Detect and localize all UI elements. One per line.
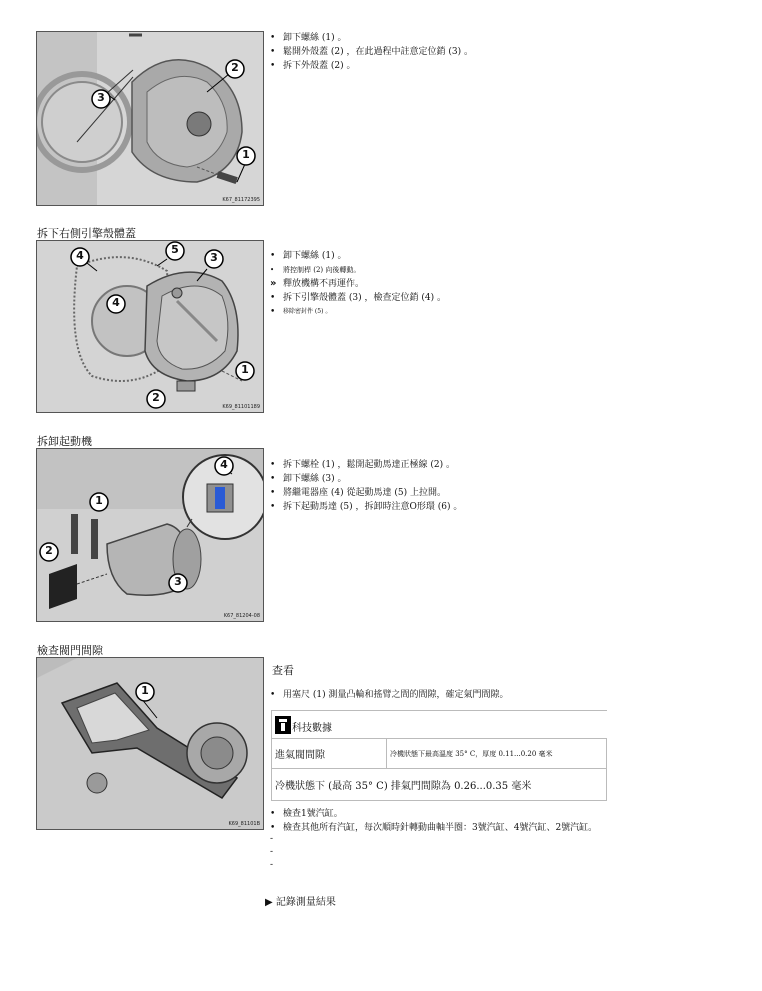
callout-3: 3 bbox=[91, 89, 111, 109]
dash-item: - bbox=[270, 860, 274, 870]
figure-reference: K67_81204-08 bbox=[223, 613, 260, 619]
step-item: • 拆下螺栓 (1) ，鬆開起動馬達正極線 (2) 。 bbox=[270, 460, 455, 470]
subheading-check: 查看 bbox=[272, 664, 294, 677]
step-item: • 檢查其他所有汽缸，每次順時針轉動曲軸半圈：3號汽缸、4號汽缸、2號汽缸。 bbox=[270, 823, 598, 833]
figure-reference: K69_81101189 bbox=[222, 404, 260, 410]
callout-3: 3 bbox=[204, 249, 224, 269]
spec-table-row-intake bbox=[272, 739, 607, 769]
callout-2: 2 bbox=[39, 542, 59, 562]
step-item: • 卸下螺絲 (3) 。 bbox=[270, 474, 347, 484]
figure-reference: K69_81101B bbox=[228, 821, 260, 827]
dash-item: - bbox=[270, 847, 274, 857]
step-item: • 卸下螺絲 (1) 。 bbox=[270, 33, 347, 43]
steps-list-housing-cover bbox=[270, 31, 473, 73]
step-item: • 卸下螺絲 (1) 。 bbox=[270, 251, 347, 261]
figure-engine-cover bbox=[36, 240, 264, 413]
callout-4-top: 4 bbox=[70, 247, 90, 267]
callout-4: 4 bbox=[214, 456, 234, 476]
steps-list-starter bbox=[270, 458, 462, 514]
callout-2: 2 bbox=[225, 59, 245, 79]
callout-1: 1 bbox=[89, 492, 109, 512]
spec-intake-value: 冷機狀態下最高溫度 35° C，厚度 0.11...0.20 毫米 bbox=[387, 739, 607, 769]
section-title-starter: 拆卸起動機 bbox=[37, 435, 92, 448]
spec-exhaust-value: 冷機狀態下 (最高 35° C) 排氣門間隙為 0.26...0.35 毫米 bbox=[272, 769, 607, 801]
callout-5: 5 bbox=[165, 241, 185, 261]
step-item: • 移除密封件 (5) 。 bbox=[270, 307, 332, 317]
callout-2: 2 bbox=[146, 389, 166, 409]
figure-starter-motor bbox=[36, 448, 264, 622]
callout-1: 1 bbox=[135, 682, 155, 702]
steps-list-valve-intro bbox=[270, 688, 508, 702]
step-result: » 釋放機構不再運作。 bbox=[270, 278, 365, 289]
step-item: • 用塞尺 (1) 測量凸輪和搖臂之間的間隙，確定氣門間隙。 bbox=[270, 690, 509, 700]
step-item: • 檢查1號汽缸。 bbox=[270, 809, 343, 819]
spec-table-header-row bbox=[272, 711, 607, 739]
record-results-link[interactable]: ▶ 記錄測量結果 bbox=[265, 897, 336, 908]
callout-3: 3 bbox=[168, 573, 188, 593]
spec-intake-label: 進氣閥間隙 bbox=[272, 739, 387, 769]
step-item: • 拆下外殼蓋 (2) 。 bbox=[270, 61, 356, 71]
section-title-engine-cover: 拆下右側引擎殼體蓋 bbox=[37, 227, 136, 240]
technical-data-icon bbox=[275, 716, 291, 734]
step-item: • 將繼電器座 (4) 從起動馬達 (5) 上拉開。 bbox=[270, 488, 446, 498]
spec-table bbox=[271, 710, 607, 801]
figure-valve-clearance bbox=[36, 657, 264, 830]
cover-illustration bbox=[37, 32, 263, 205]
callout-1: 1 bbox=[236, 146, 256, 166]
steps-list-engine-cover bbox=[270, 249, 446, 319]
steps-list-valve-check bbox=[270, 807, 597, 835]
figure-reference: K67_81172395 bbox=[222, 197, 260, 203]
spec-table-row-exhaust bbox=[272, 769, 607, 801]
step-item: • 拆下起動馬達 (5) ，拆卸時注意O形環 (6) 。 bbox=[270, 502, 463, 512]
figure-remove-housing-cover bbox=[36, 31, 264, 206]
section-title-valve-clearance: 檢查閥門間隙 bbox=[37, 644, 103, 657]
step-item: • 拆下引擎殼體蓋 (3) ，檢查定位銷 (4) 。 bbox=[270, 293, 446, 303]
dash-list bbox=[270, 833, 273, 872]
callout-1: 1 bbox=[235, 361, 255, 381]
step-item: • 鬆開外殼蓋 (2) ，在此過程中註意定位銷 (3) 。 bbox=[270, 47, 473, 57]
step-item: • 將控制桿 (2) 向後轉動。 bbox=[270, 266, 361, 274]
spec-table-header: 科技數據 bbox=[272, 711, 607, 739]
dash-item: - bbox=[270, 834, 274, 844]
callout-4-middle: 4 bbox=[106, 294, 126, 314]
